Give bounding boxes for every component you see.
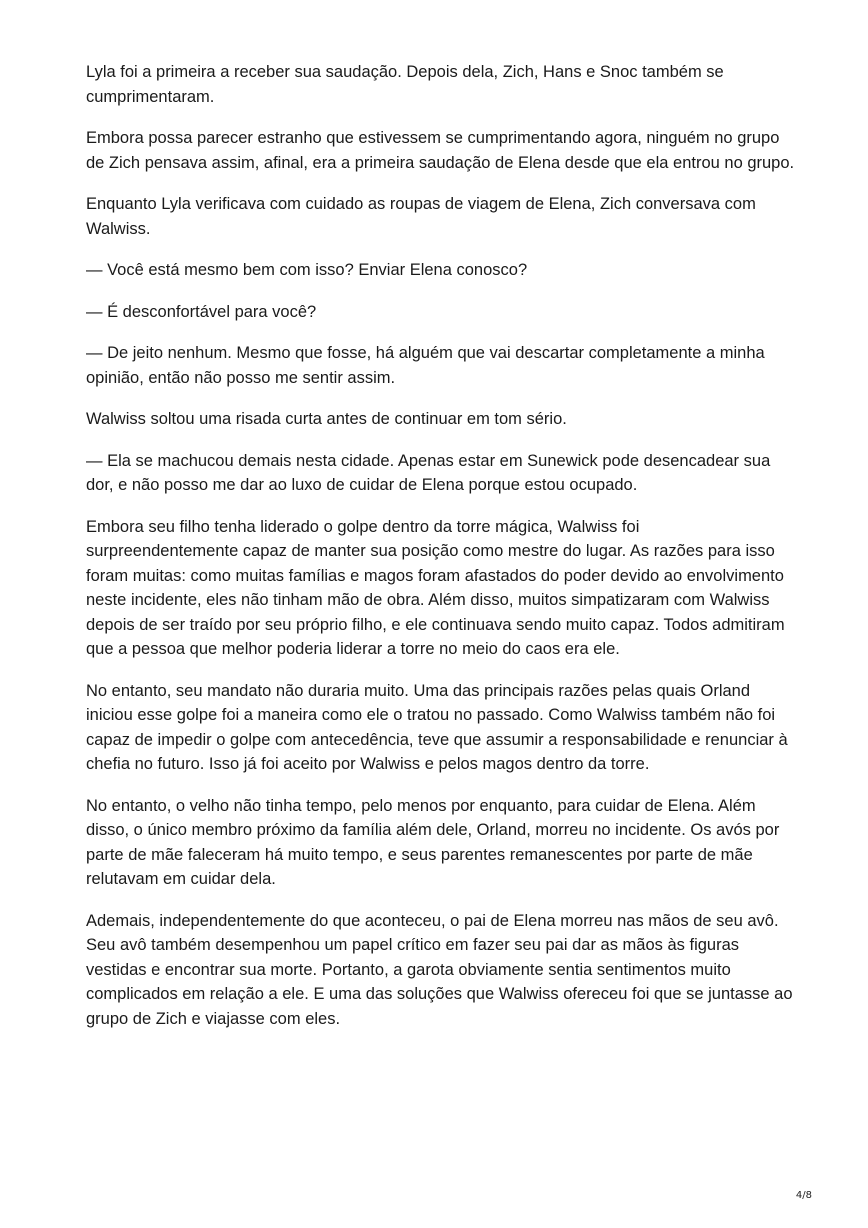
paragraph: Enquanto Lyla verificava com cuidado as roupas de viagem de Elena, Zich conversava com Walwiss.	[86, 195, 756, 238]
paragraph: Embora possa parecer estranho que estivessem se cumprimentando agora, ninguém no grupo de Zich pensava assim, afinal, era a primeira saudação de Elena desde que ela entrou no grupo.	[86, 129, 795, 172]
dialogue-line: — É desconfortável para você?	[86, 302, 317, 321]
paragraph: Lyla foi a primeira a receber sua saudação. Depois dela, Zich, Hans e Snoc também se cumprimentaram.	[86, 63, 724, 106]
paragraph: Ademais, independentemente do que aconteceu, o pai de Elena morreu nas mãos de seu avô. Seu avô também desempenhou um papel crítico em fazer seu pai dar as mãos às figuras vestidas e encontrar sua morte. Portanto, a garota obviamente sentia sentimentos muito complicados em relação a ele. E uma das soluções que Walwiss ofereceu foi que se juntasse ao grupo de Zich e viajasse com eles.	[86, 911, 793, 1028]
paragraph: Embora seu filho tenha liderado o golpe dentro da torre mágica, Walwiss foi surpreendentemente capaz de manter sua posição como mestre do lugar. As razões para isso foram muitas: como muitas famílias e magos foram afastados do poder devido ao envolvimento neste incidente, eles não tinham mão de obra. Além disso, muitos simpatizaram com Walwiss depois de ser traído por seu próprio filho, e ele continuava sendo muito capaz. Todos admitiram que a pessoa que melhor poderia liderar a torre no meio do caos era ele.	[86, 517, 785, 658]
dialogue-line: — Ela se machucou demais nesta cidade. Apenas estar em Sunewick pode desencadear sua dor, e não posso me dar ao luxo de cuidar de Elena porque estou ocupado.	[86, 451, 771, 494]
paragraph: No entanto, o velho não tinha tempo, pelo menos por enquanto, para cuidar de Elena. Além disso, o único membro próximo da família além dele, Orland, morreu no incidente. Os avós por parte de mãe faleceram há muito tempo, e seus parentes remanescentes por parte de mãe relutavam em cuidar dela.	[86, 796, 780, 888]
paragraph: Walwiss soltou uma risada curta antes de continuar em tom sério.	[86, 410, 567, 428]
page-number: 4/8	[795, 1190, 812, 1201]
dialogue-line: — Você está mesmo bem com isso? Enviar Elena conosco?	[86, 261, 528, 279]
dialogue-line: — De jeito nenhum. Mesmo que fosse, há alguém que vai descartar completamente a minha opinião, então não posso me sentir assim.	[86, 344, 765, 387]
paragraph: No entanto, seu mandato não duraria muito. Uma das principais razões pelas quais Orland iniciou esse golpe foi a maneira como ele o tratou no passado. Como Walwiss também não foi capaz de impedir o golpe com antecedência, teve que assumir a responsabilidade e renunciar à chefia no futuro. Isso já foi aceito por Walwiss e pelos magos dentro da torre.	[86, 681, 788, 773]
document-body	[86, 60, 796, 1048]
